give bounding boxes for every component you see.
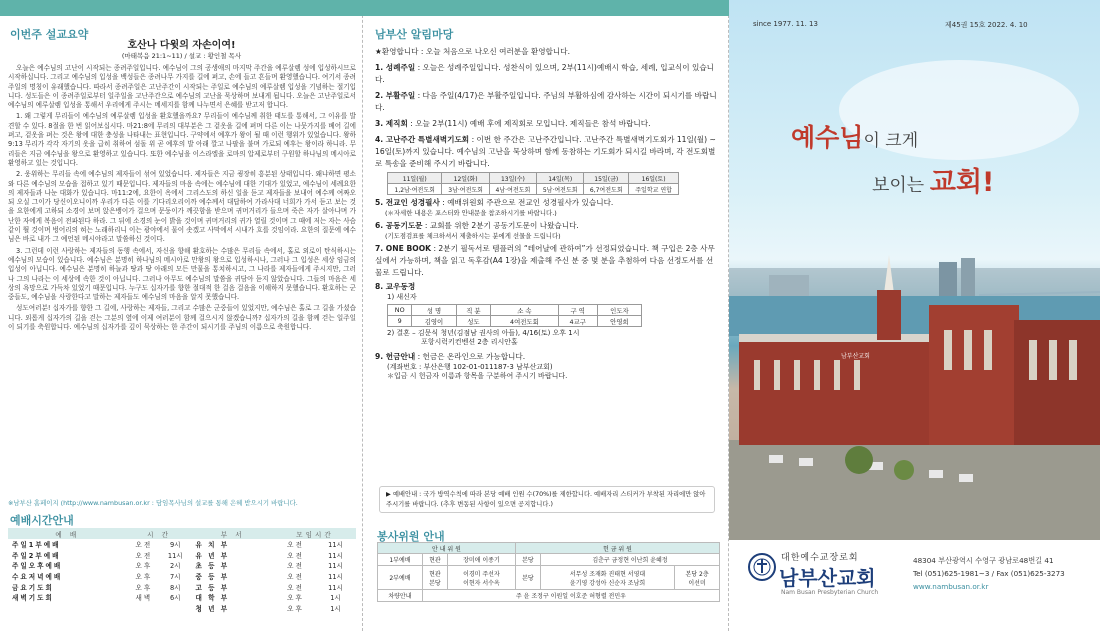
service-name: 차량안내 [378,590,423,602]
service-time: 11시 [167,551,183,560]
service-ampm: 오 전 [135,541,151,550]
service-name: 주일오후예배 [12,562,63,571]
meeting-time: 11시 [328,541,343,550]
meeting-time: 1시 [330,594,341,603]
wedding-venue: 포항시럭키컨벤션 2층 리시안홀 [421,338,518,346]
notice-item [375,118,720,130]
notice-text: : 오늘 2부(11시) 예배 후에 제직회로 모입니다. 제직들은 참석 바랍니다. [407,119,651,128]
worship-row [8,550,356,561]
notice-text: : 교회를 위한 2분기 공동기도문이 나왔습니다. [422,221,579,230]
new-member-cell: 성도 [456,316,491,327]
prayer-group: 주일학교 연합 [629,184,679,195]
prayer-day: 14일(목) [537,173,584,184]
service-time: 2시 [169,562,181,571]
notice-item [375,134,720,170]
service-name: 2부예배 [378,566,423,590]
notice-label: 7. ONE BOOK [375,244,432,253]
service-ampm: 오 후 [135,583,151,592]
worship-row [8,560,356,571]
welcome-text: ★환영합니다 : 오늘 처음으로 나오신 여러분을 환영합니다. [375,47,570,56]
service-ampm: 오 전 [135,551,151,560]
service-time: 8시 [169,583,181,592]
volunteer-col-header: 헌 금 위 원 [515,543,719,554]
notice-header: 남부산 알림마당 [375,28,454,41]
cover-column [729,0,1100,631]
volunteer-names: 이경미 주선자 이현자 서수옥 [447,566,515,590]
volunteer-names: 본당 2층 이선미 [675,566,720,590]
contact-info [913,554,1065,593]
prayer-row [388,184,679,195]
notice-item [375,62,720,86]
notice-label: 2. 부활주일 [375,91,416,100]
sermon-subtitle: (마태복음 21:1~11) / 설교 : 황인철 목사 [121,52,242,60]
department-name: 고 등 부 [195,583,230,592]
sermon-paragraph: 2. 웅위하는 무리들 속에 예수님의 제자들이 섞여 있었습니다. 제자들은 지금 굉장히 흥분된 상태입니다. 왜냐하면 평소와 다른 예수님의 모습을 접하고 있기 때문입니다. 제자들의 마음 속에는 예수님에 대한 기대가 있었고, 예수님이 세례요한의 제자들과 나눈 대화가 있습니다. 마11:2에, 요한이 옥에서 그리스도의 하신 일을 듣고 제자들을 보내어 예수께 여짜오되 오실 그이가 당신이오니이까 우리가 다른 이를 기다리오리이까 예수께서 대답하여 가라사대 너희가 가서 듣고 보는 것을 요한에게 고하되 소경이 보며 앉은뱅이가 걸으며 문둥이가 깨끗함을 받으며 귀머거리가 들으며 죽은 자가 살아나며 가난한 자에게 복음이 전파된다 하라. 그 뒤에 소경의 눈이 밝을 것이며 귀머거리의 귀가 열릴 것이며 그 때에 저는 자는 사슴같이 뛸 것이며 벙어리의 혀는 노래하리니 이는 광야에서 물이 솟겠고 사막에서 시내가 흐를 것임이라. 요한의 질문에 예수님은 바로 내가 그 예언된 메시야라고 말씀하신 것이다. [8,170,356,244]
worship-row [8,581,356,592]
slogan-jesus: 예수님 [791,123,864,152]
prayer-row [388,173,679,184]
sermon-paragraph: 1. 왜 그렇게 무리들이 예수님의 예루살렘 입성을 환호했을까요? 무리들이 예수님께 취한 태도를 통해서, 그 이유를 발견할 수 있다. 8절을 한 번 읽어보십시다. 마21:8에 무리의 대부분은 그 겉옷을 길에 펴며 다른 이는 나뭇가지를 베어 길에 펴고, 겉옷을 펴는 것은 왕에 대한 충성을 나타내는 표현입니다. 구약에서 예후가 왕이 될 때 이런 행위가 있었습니다. 왕하9:13 무리가 각각 자기의 옷을 급히 취하여 섬돌 위 곧 예후의 발 아래 깔고 나팔을 불며 가로되 예후는 왕이라 하니라. 무리들은 지금 예수님을 왕으로 환영하고 있습니다. 또한 예수님을 이스라엘을 로마의 압제로부터 구원할 하나님의 메시아로 환영하고 있는 것입니다. [8,112,356,167]
slogan-line-2 [872,160,994,199]
new-member-cell: 9 [388,316,412,327]
new-member-col-header: NO [388,305,412,316]
notice-text: : 이번 한 주간은 고난주간입니다. 고난주간 특별새벽기도회가 11일(월) ~ 16일(토)까지 있습니다. 예수님의 고난을 묵상하며 함께 동참하는 기도회가 되시길 바라며, 각 전도회별로 특송을 준비해 주시기 바랍니다. [375,135,716,168]
service-name: 주일2부예배 [12,551,61,560]
prayer-day: 12일(화) [442,173,489,184]
church-english-name: Nam Busan Presbyterian Church [781,589,879,596]
new-member-col-header: 성 명 [412,305,456,316]
notice-label: 5. 전교인 성경필사 [375,198,440,207]
slogan-text: 이 크게 [863,131,919,151]
new-member-row [388,316,642,327]
new-member-col-header: 소 속 [491,305,558,316]
meeting-ampm: 오 전 [287,573,302,582]
meeting-ampm: 오 후 [287,594,302,603]
service-ampm: 새 벽 [135,594,151,603]
worship-col-header: 예 배 [8,528,127,539]
prayer-group: 5남·여전도회 [537,184,584,195]
notice-column [363,0,729,631]
new-member-cell: 4여전도회 [491,316,558,327]
service-name: 금요기도회 [12,583,54,592]
worship-col-header: 시 간 [127,528,192,539]
slogan-text: 보이는 [872,175,930,196]
worship-row [8,603,356,614]
service-name [8,603,127,614]
notice-label: 1. 성례주일 [375,63,416,72]
service-ampm [127,603,159,614]
service-name: 새벽기도회 [12,594,54,603]
service-name: 수요저녁예배 [12,573,63,582]
new-member-label: 1) 새신자 [387,293,417,301]
prayer-schedule-table [387,172,679,195]
worship-row [8,592,356,603]
sermon-footnote: ※남부산 홈페이지 (http://www.nambusan.or.kr : 담임목사님의 설교를 통해 은혜 받으시기 바랍니다. [8,499,298,507]
service-time: 9시 [169,541,181,550]
notice-item [375,220,720,241]
department-name: 청 년 부 [195,604,230,613]
department-name: 유 년 부 [195,551,230,560]
service-name: 주일1부예배 [12,541,61,550]
address: 48304 부산광역시 수영구 광남로48번길 41 [913,556,1054,565]
prayer-day: 13일(수) [489,173,536,184]
slogan-church: 교회! [929,167,995,198]
worship-header: 예배시간안내 [10,514,74,527]
meeting-time: 11시 [328,573,343,582]
notice-subtext: (기도점검표를 체크하셔서 제출하시는 분에게 선물을 드립니다) [385,232,561,240]
location: 본당 [515,554,540,566]
notice-text: : 2분기 필독서로 템플러의 “테어날에 관하여”가 선정되었습니다. 책 구입은 2층 사무실에서 가능하며, 책을 읽고 독후감(A4 1장)을 제출해 주신 분 중 몇 분을 추첨하여 다음 선정도서를 선물로 드립니다. [375,244,715,277]
volunteer-table [377,542,720,602]
notice-label: 6. 공동기도문 [375,221,423,230]
service-ampm: 오 후 [135,562,151,571]
volunteer-names: 서무성 조재화 진태현 서영대 윤기영 강성아 신순자 조남희 [540,566,674,590]
volunteer-names: 김춘구 금정현 이난희 윤혜정 [540,554,719,566]
prayer-day: 16일(토) [629,173,679,184]
service-time: 7시 [169,573,181,582]
meeting-time: 1시 [330,604,341,613]
notice-item [375,90,720,114]
notice-text: : 헌금은 온라인으로 가능합니다. [415,352,526,361]
prayer-day: 15일(금) [584,173,629,184]
prayer-group: 4남·여전도회 [489,184,536,195]
sermon-paragraph: 3. 그런데 이런 사랑하는 제자들의 동행 속에서, 자신을 향해 환호하는 수많은 무리들 속에서, 홀로 외로이 탄식하시는 예수님의 모습이 있습니다. 예수님은 분명히 하나님의 메시아로 만왕의 왕으로 입성하시나, 그러나 그 입성은 세상 임금의 입성이 아닙니다. 예수님은 분명히 하늘과 땅과 땅 아래의 모든 만물을 통치하시고, 그 나라를 제자들에게 주시지만, 그러나 그의 나라는 이 세상에 속한 것이 아닙니다. 그러나 아무도 예수님의 말씀을 귀담아 듣지 않았습니다. 그들의 마음은 세상의 욕망으로 가득차 있었기 때문입니다. 누구도 십자가를 향한 절대적 한 걸음 걸음을 이해하지 못했습니다. 환호하는 군중들도, 예수님을 사랑한다고 말하는 제자들도 예수님의 마음을 알지 못했습니다. [8,246,356,302]
notice-text: : 예배위원회 주관으로 전교인 성경필사가 있습니다. [439,198,614,207]
prayer-group: 6,7여전도회 [584,184,629,195]
meeting-time: 11시 [328,551,343,560]
phone-fax: Tel (051)625-1981~3 / Fax (051)625-3273 [913,569,1065,578]
meeting-ampm: 오 전 [287,551,302,560]
sermon-column [0,0,363,631]
sermon-body [8,64,356,334]
offering-notice [375,351,720,363]
prayer-group: 1,2남·여전도회 [388,184,442,195]
notice-label: 3. 제직회 [375,119,408,128]
cover-photo [729,0,1100,540]
church-logo-icon [747,552,777,582]
sermon-title: 호산나 다윗의 자손이여! [127,40,236,51]
worship-col-header: 부 서 [191,528,274,539]
notice-label: 8. 교우동정 [375,282,416,291]
church-illustration [729,0,1100,540]
new-member-col-header: 인도자 [597,305,641,316]
service-time [159,603,191,614]
sermon-paragraph: 성도여러분! 십자가를 향한 그 길에, 사랑하는 제자들, 그리고 수많은 군중들이 있었지만, 예수님은 홀로 그 길을 가셨습니다. 외롭게 십자가의 길을 걷는 그분의 옆에 이제 여러분이 함께 걸으시지 않겠습니까? 십자가의 길을 함께 걷는 일주일이 되기를 축원합니다. 예수님의 십자가를 깊이 묵상하는 한 주간이 되시기를 주님의 이름으로 축원합니다. [8,304,356,332]
department-name: 중 등 부 [195,573,230,582]
volunteer-names: 주 윤 조정구 이원일 이호준 허형렬 전민우 [422,590,719,602]
volunteer-col-header: 안 내 위 원 [378,543,516,554]
member-news [375,281,720,293]
meeting-time: 11시 [328,583,343,592]
meeting-ampm: 오 전 [287,541,302,550]
prayer-day: 11일(월) [388,173,442,184]
notice-text: : 다음 주일(4/17)은 부활주일입니다. 주님의 부활하심에 감사하는 시간이 되시기를 바랍니다. [375,91,717,112]
new-member-cell: 4교구 [558,316,597,327]
prayer-group: 3남·여전도회 [442,184,489,195]
denomination: 대한예수교장로회 [781,553,859,563]
notice-item [375,243,720,279]
service-name: 1부예배 [378,554,423,566]
notice-label: 4. 고난주간 특별새벽기도회 [375,135,470,144]
worship-table [8,528,356,613]
new-member-table [387,304,642,327]
sermon-paragraph: 오늘은 예수님의 고난이 시작되는 종려주일입니다. 예수님이 그의 공생애의 마지막 주간을 예루살렘 성에 입성하시므로 시작하십니다. 그리고 예수님의 입성을 백성들은 종려나무 가지를 길에 펴고, 손에 들고 흔들며 환영했습니다. 여기서 종려주일의 명칭이 유래했습니다. 따라서 종려주일은 고난주간이 시작되는 주일로 예수님의 예루살렘 입성을 기념하는 절기입니다. 성도들은 이 종려주일로부터 일주일을 고난주간으로 예수님의 고난을 묵상하며 보내게 됩니다. 오늘은 고난주일로서 예수님의 예루살렘 입성을 통해서 우리에게 주시는 메세지를 함께 나누면서 은혜를 받고저 합니다. [8,64,356,110]
worship-notice-box: ▶ 예배안내 : 국가 방역수칙에 따라 본당 예배 인원 수(70%)를 제한합니다. 예배자리 스티커가 부착된 자리에만 앉아주시기를 바랍니다. (추후 변동된 사항이 있으면 공지합니다.) [379,486,715,513]
volunteer-header: 봉사위원 안내 [377,530,445,543]
worship-col-header: 모임시간 [274,528,356,539]
worship-row [8,539,356,550]
service-ampm: 오 후 [135,573,151,582]
notice-list [375,46,720,381]
website-link[interactable]: www.nambusan.or.kr [913,582,989,591]
location: 본당 [515,566,540,590]
issue-number: 제45권 15호 2022. 4. 10 [945,21,1028,29]
department-name: 유 치 부 [195,541,230,550]
new-member-cell: 안영희 [597,316,641,327]
department-name: 대 학 부 [195,594,230,603]
new-member-col-header: 직 분 [456,305,491,316]
top-bar [0,0,363,16]
notice-item [375,197,720,218]
new-member-cell: 김영이 [412,316,456,327]
department-name: 초 등 부 [195,562,230,571]
meeting-ampm: 오 후 [287,604,302,613]
wedding-news: 2) 결혼 – 김문식 청년(김점남 권사의 아들), 4/16(토) 오후 1시 [387,329,580,337]
service-time: 6시 [169,594,181,603]
since-date: since 1977. 11. 13 [753,20,818,28]
notice-text: : 오늘은 성례주일입니다. 성찬식이 있으며, 2부(11시)예배시 학습, 세례, 입교식이 있습니다. [375,63,714,84]
notice-subtext: (＊자세한 내용은 포스터와 안내문을 참조하시기를 바랍니다.) [385,209,557,217]
new-member-row [388,305,642,316]
offering-note: ＊입금 시 헌금자 이름과 항목을 구분하여 주시기 바랍니다. [387,372,568,380]
new-member-col-header: 구 역 [558,305,597,316]
meeting-ampm: 오 전 [287,583,302,592]
notice-label: 9. 헌금안내 [375,352,416,361]
bank-account: (계좌번호 : 부산은행 102-01-011187-3 남부산교회) [387,363,553,371]
church-name: 남부산교회 [779,566,876,590]
location: 현관 본당 [422,566,447,590]
top-bar [363,0,729,16]
volunteer-names: 장미애 이종기 [447,554,515,566]
worship-row [8,571,356,582]
meeting-ampm: 오 전 [287,562,302,571]
church-sign: 남부산교회 [841,353,870,360]
location: 현관 [422,554,447,566]
slogan-line-1 [791,118,918,154]
sermon-header: 이번주 설교요약 [10,28,89,41]
meeting-time: 11시 [328,562,343,571]
